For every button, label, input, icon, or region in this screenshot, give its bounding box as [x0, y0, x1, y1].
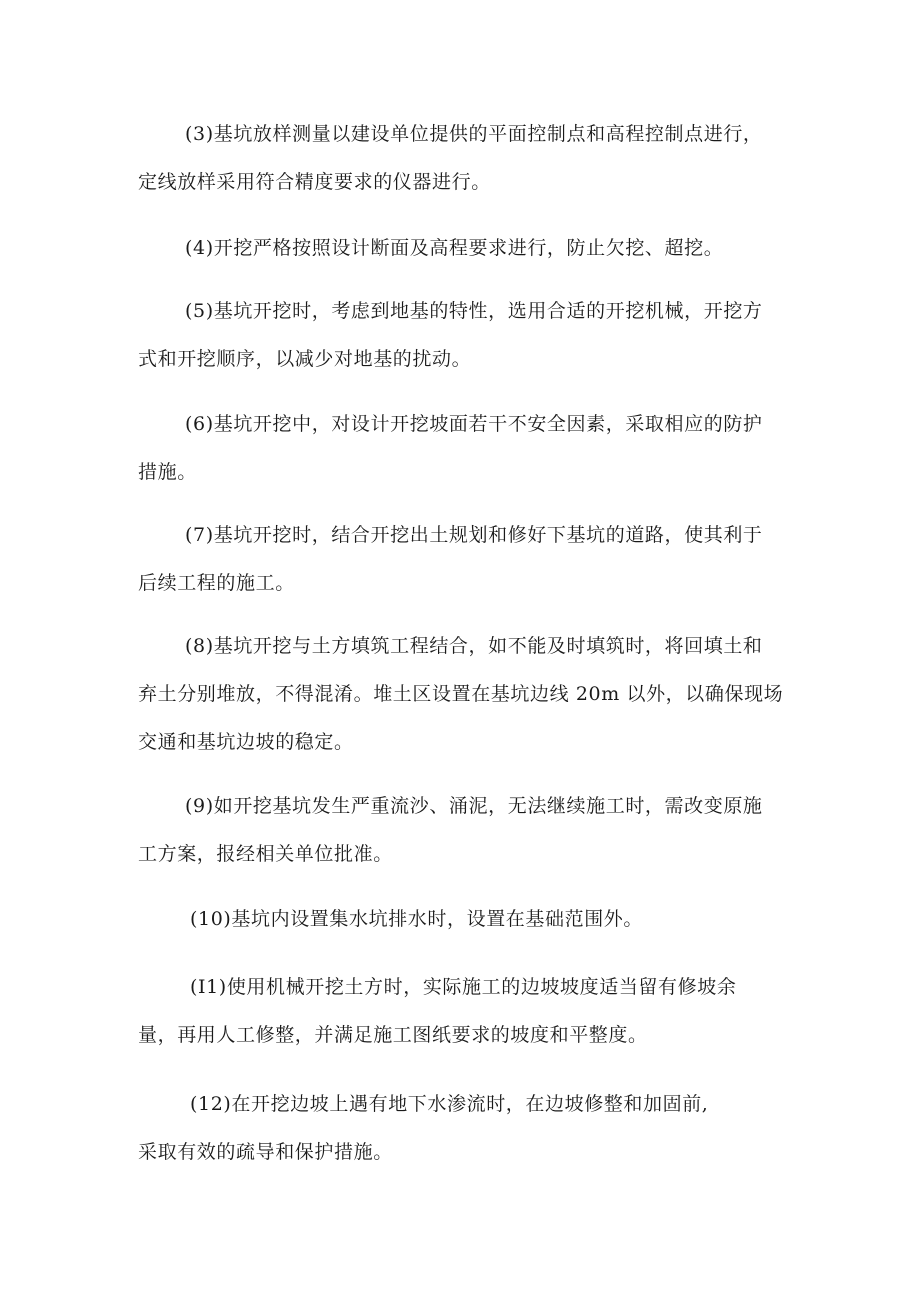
paragraph-4 [138, 224, 798, 272]
paragraph-line: (3)基坑放样测量以建设单位提供的平面控制点和高程控制点进行， [185, 123, 763, 145]
paragraph-line: 交通和基坑边坡的稳定。 [138, 731, 354, 753]
paragraph-8 [138, 622, 798, 766]
paragraph-10 [138, 895, 798, 943]
paragraph-line: (10)基坑内设置集水坑排水时，设置在基础范围外。 [190, 908, 644, 930]
paragraph-line: (8)基坑开挖与土方填筑工程结合，如不能及时填筑时，将回填土和 [185, 635, 763, 657]
paragraph-3 [138, 110, 798, 206]
paragraph-line: (I1)使用机械开挖土方时，实际施工的边坡坡度适当留有修坡余 [190, 976, 737, 998]
paragraph-line: (9)如开挖基坑发生严重流沙、涌泥，无法继续施工时，需改变原施 [185, 795, 763, 817]
paragraph-line: 工方案，报经相关单位批准。 [138, 843, 393, 865]
paragraph-line: 式和开挖顺序，以减少对地基的扰动。 [138, 348, 472, 370]
paragraph-line: (7)基坑开挖时，结合开挖出土规划和修好下基坑的道路，使其利于 [185, 524, 763, 546]
paragraph-line: (6)基坑开挖中，对设计开挖坡面若干不安全因素，采取相应的防护 [185, 413, 763, 435]
paragraph-9 [138, 782, 798, 878]
paragraph-line: 弃土分别堆放，不得混淆。堆土区设置在基坑边线 20m 以外，以确保现场 [138, 683, 784, 705]
paragraph-line: 措施。 [138, 461, 197, 483]
paragraph-6 [138, 400, 798, 496]
paragraph-line: (4)开挖严格按照设计断面及高程要求进行，防止欠挖、超挖。 [185, 237, 724, 259]
paragraph-line: (12)在开挖边坡上遇有地下水渗流时，在边坡修整和加固前, [190, 1093, 709, 1115]
paragraph-line: 定线放样采用符合精度要求的仪器进行。 [138, 171, 491, 193]
paragraph-12 [138, 1080, 798, 1176]
paragraph-11 [138, 963, 798, 1059]
paragraph-line: 后续工程的施工。 [138, 572, 295, 594]
paragraph-line: 量，再用人工修整，并满足施工图纸要求的坡度和平整度。 [138, 1024, 648, 1046]
paragraph-line: (5)基坑开挖时，考虑到地基的特性，选用合适的开挖机械，开挖方 [185, 300, 763, 322]
paragraph-5 [138, 287, 798, 383]
paragraph-line: 采取有效的疏导和保护措施。 [138, 1141, 393, 1163]
paragraph-7 [138, 511, 798, 607]
